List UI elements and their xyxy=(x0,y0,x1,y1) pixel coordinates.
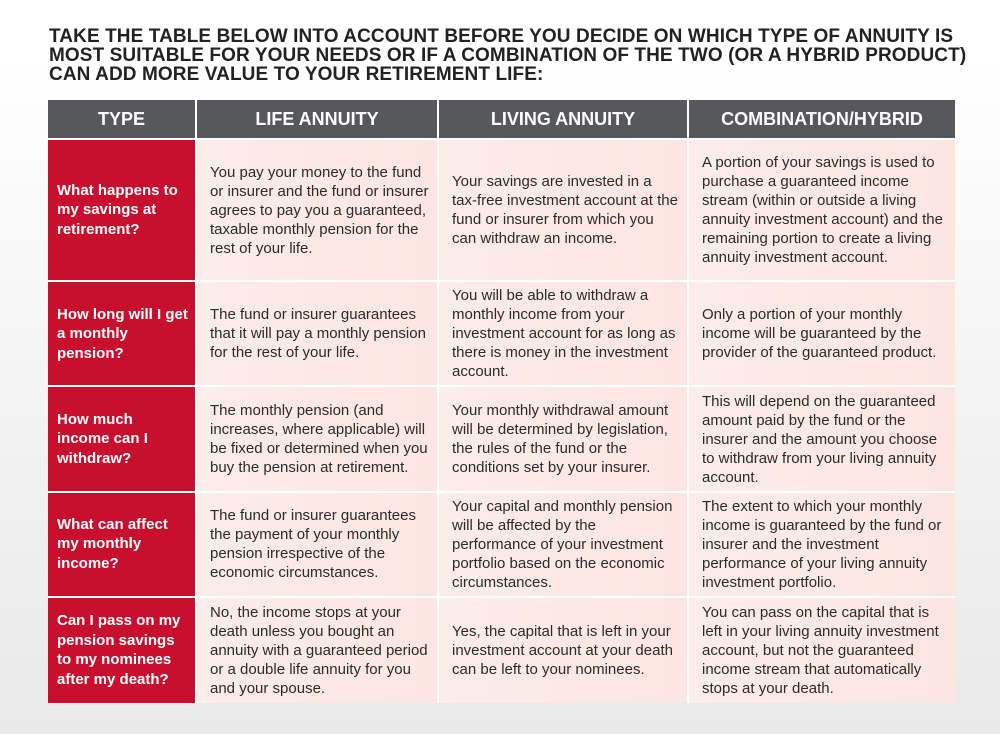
table-row xyxy=(48,281,955,386)
life-annuity-cell: The monthly pension (and increases, where applicable) will be fixed or determined when you buy the pension at retirement. xyxy=(196,386,438,491)
living-annuity-cell: You will be able to withdraw a monthly income from your investment account for as long as there is money in the investment account. xyxy=(438,281,688,386)
row-question: Can I pass on my pension savings to my nominees after my death? xyxy=(48,597,196,703)
row-question: How long will I get a monthly pension? xyxy=(48,281,196,386)
annuity-comparison-table xyxy=(48,100,955,703)
page-heading xyxy=(49,27,969,84)
table-row xyxy=(48,139,955,281)
living-annuity-cell: Your savings are invested in a tax-free investment account at the fund or insurer from which you can withdraw an income. xyxy=(438,139,688,281)
living-annuity-cell: Your monthly withdrawal amount will be determined by legislation, the rules of the fund or the conditions set by your insurer. xyxy=(438,386,688,491)
combination-cell: This will depend on the guaranteed amount paid by the fund or the insurer and the amount you choose to withdraw from your living annuity account. xyxy=(688,386,955,491)
row-question: What can affect my monthly income? xyxy=(48,492,196,597)
heading-line: TAKE THE TABLE BELOW INTO ACCOUNT BEFORE YOU DECIDE ON WHICH TYPE OF ANNUITY IS xyxy=(49,26,954,47)
combination-cell: Only a portion of your monthly income will be guaranteed by the provider of the guaranteed product. xyxy=(688,281,955,386)
life-annuity-cell: No, the income stops at your death unless you bought an annuity with a guaranteed period or a double life annuity for you and your spouse. xyxy=(196,597,438,703)
heading-line: CAN ADD MORE VALUE TO YOUR RETIREMENT LIFE: xyxy=(49,64,544,85)
heading-line: MOST SUITABLE FOR YOUR NEEDS OR IF A COMBINATION OF THE TWO (OR A HYBRID PRODUCT) xyxy=(49,45,967,66)
header-type: TYPE xyxy=(48,100,196,139)
living-annuity-cell: Yes, the capital that is left in your investment account at your death can be left to your nominees. xyxy=(438,597,688,703)
table-header-row xyxy=(48,100,955,139)
row-question: What happens to my savings at retirement? xyxy=(48,139,196,281)
table-row xyxy=(48,597,955,703)
header-living-annuity: LIVING ANNUITY xyxy=(438,100,688,139)
life-annuity-cell: The fund or insurer guarantees the payment of your monthly pension irrespective of the economic circumstances. xyxy=(196,492,438,597)
combination-cell: The extent to which your monthly income is guaranteed by the fund or insurer and the investment performance of your living annuity investment portfolio. xyxy=(688,492,955,597)
header-combination-hybrid: COMBINATION/HYBRID xyxy=(688,100,955,139)
table-row xyxy=(48,386,955,491)
combination-cell: A portion of your savings is used to purchase a guaranteed income stream (within or outside a living annuity investment account) and the remaining portion to create a living annuity investment account. xyxy=(688,139,955,281)
life-annuity-cell: You pay your money to the fund or insurer and the fund or insurer agrees to pay you a guaranteed, taxable monthly pension for the rest of your life. xyxy=(196,139,438,281)
living-annuity-cell: Your capital and monthly pension will be affected by the performance of your investment portfolio based on the economic circumstances. xyxy=(438,492,688,597)
combination-cell: You can pass on the capital that is left in your living annuity investment account, but not the guaranteed income stream that automatically stops at your death. xyxy=(688,597,955,703)
life-annuity-cell: The fund or insurer guarantees that it will pay a monthly pension for the rest of your life. xyxy=(196,281,438,386)
table-row xyxy=(48,492,955,597)
header-life-annuity: LIFE ANNUITY xyxy=(196,100,438,139)
row-question: How much income can I withdraw? xyxy=(48,386,196,491)
